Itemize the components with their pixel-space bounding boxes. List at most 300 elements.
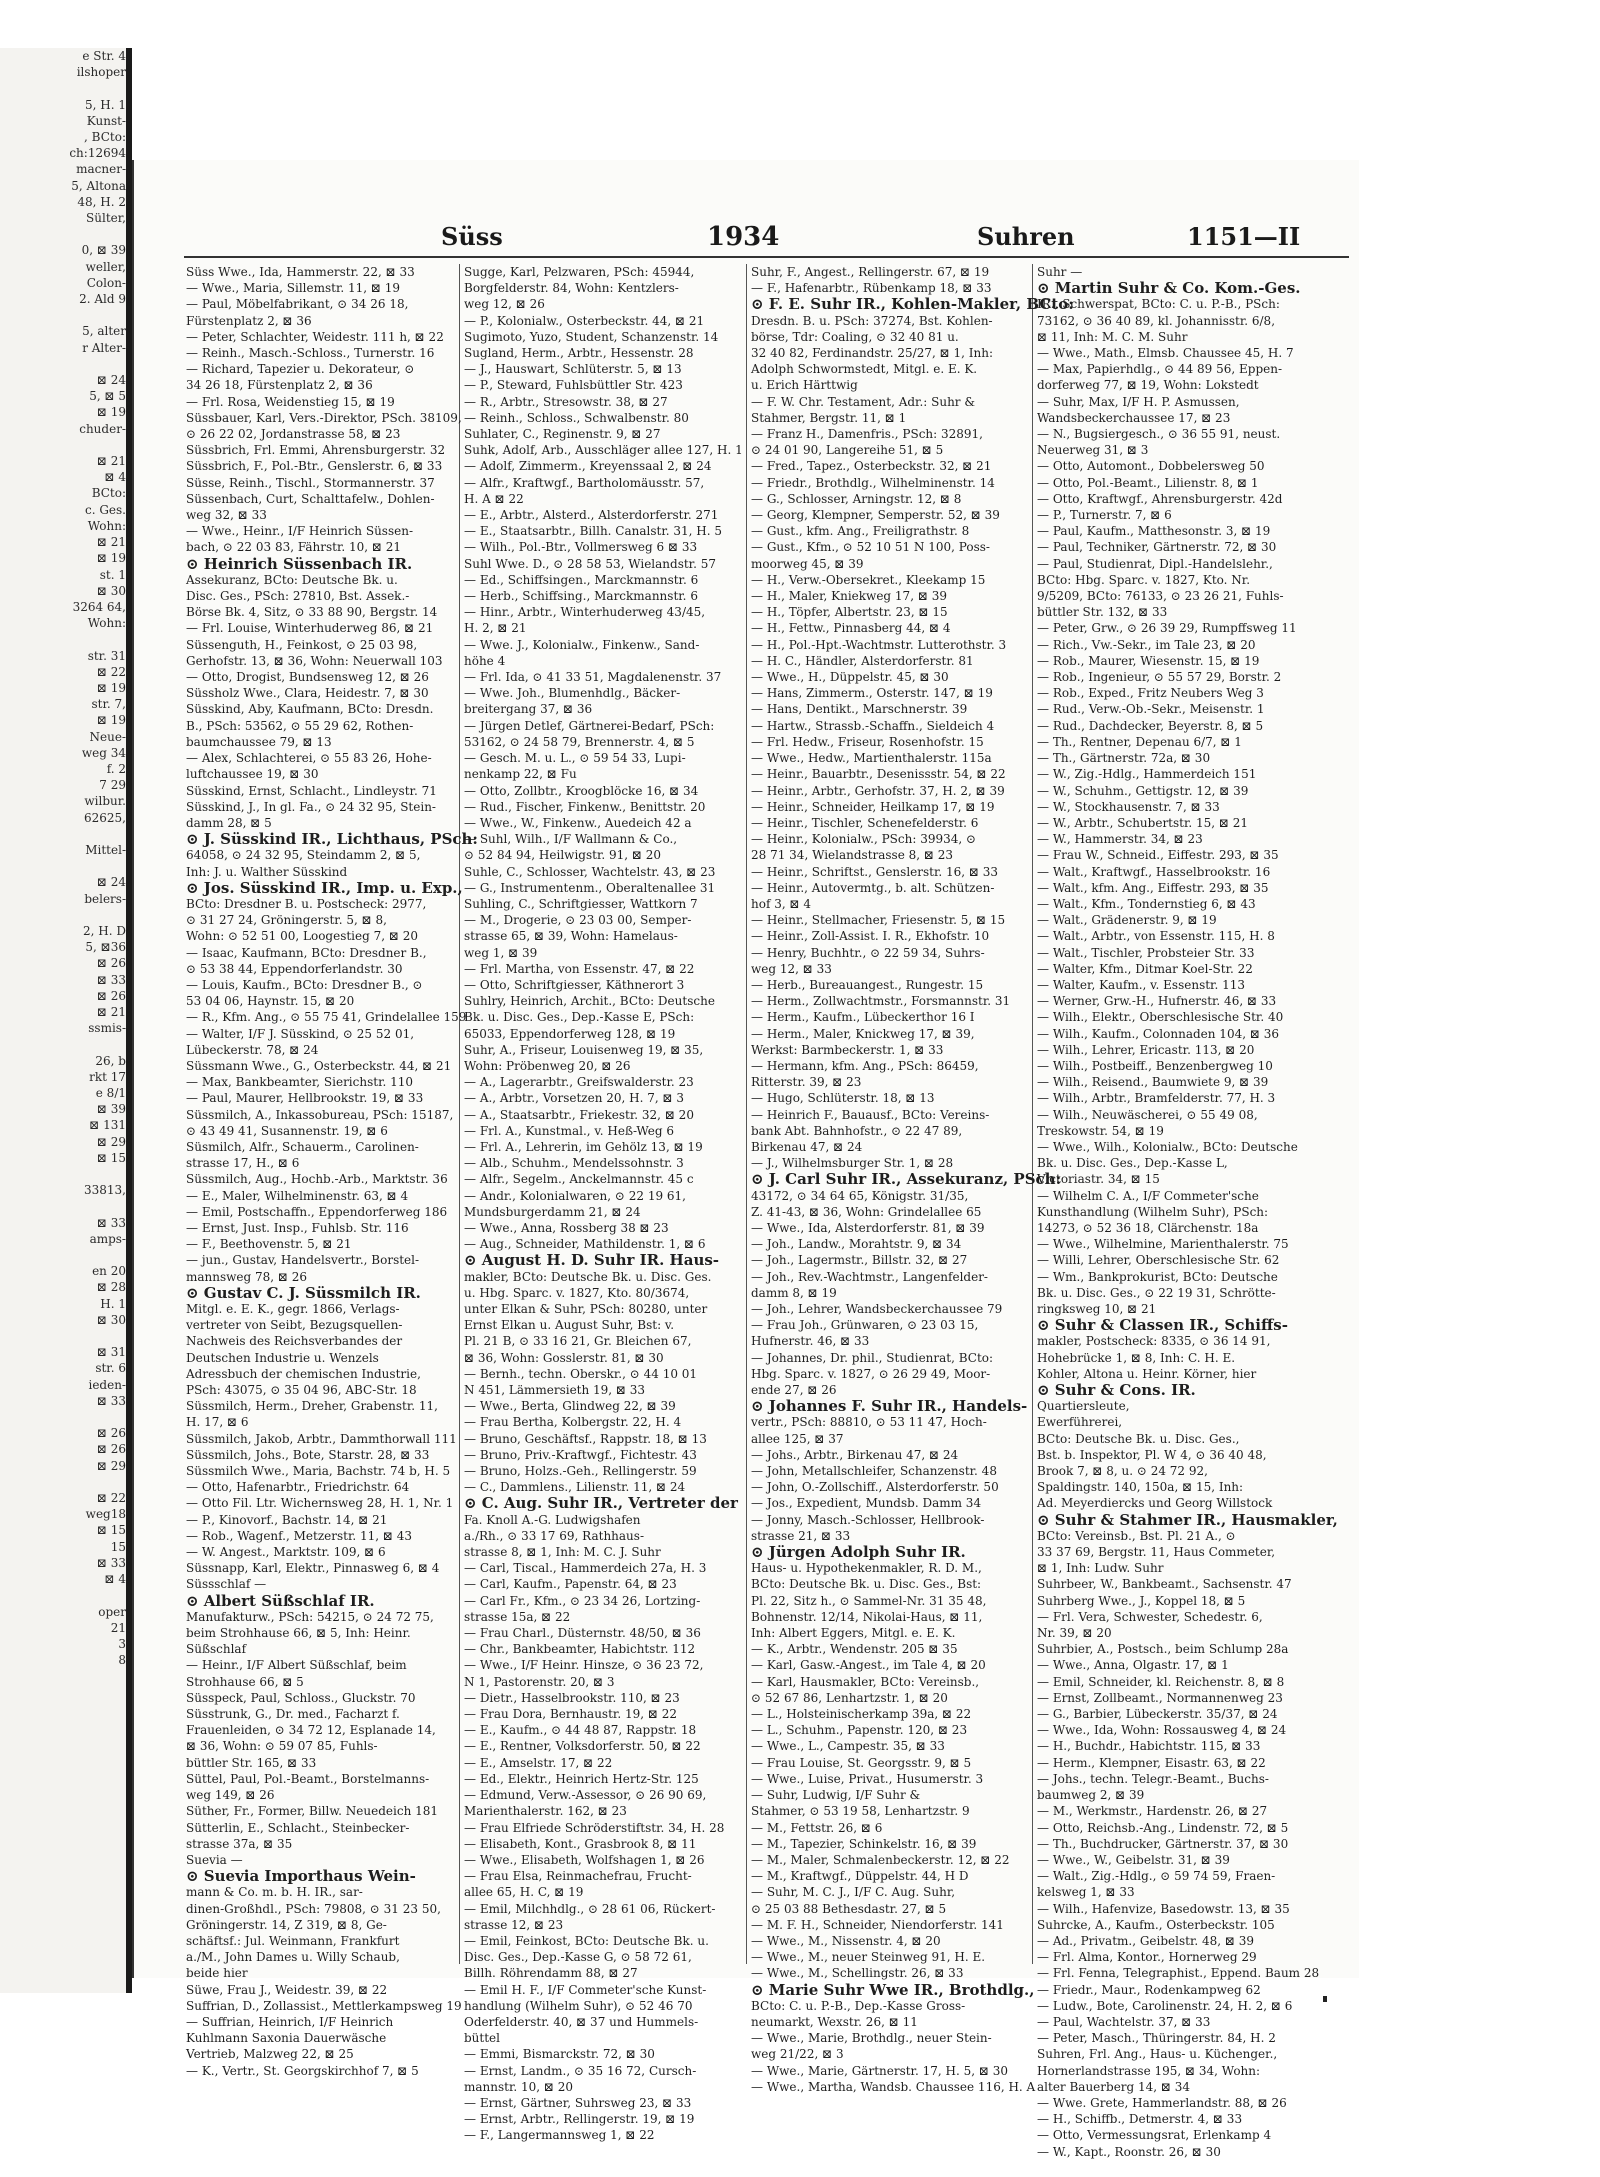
directory-entry: ⊙ C. Aug. Suhr IR., Vertreter der [464,1494,738,1513]
directory-entry: Süttel, Paul, Pol.-Beamt., Borstelmanns- [186,1771,430,1786]
previous-page-fragment: Colon- [86,275,126,290]
directory-entry: — Walt., Arbtr., von Essenstr. 115, H. 8 [1037,929,1275,944]
directory-entry: Süssbrich, F., Pol.-Btr., Genslerstr. 6, ⊠ 33 [186,459,443,474]
directory-entry: Sugimoto, Yuzo, Student, Schanzenstr. 14 [464,329,719,344]
directory-entry: — Heinrich F., Bauausf., BCto: Vereins- [751,1107,990,1122]
directory-entry: Börse Bk. 4, Sitz, ⊙ 33 88 90, Bergstr. 14 [186,605,438,620]
previous-page-fragment: H. 1 [100,1296,126,1311]
directory-entry: — M., Fettstr. 26, ⊠ 6 [751,1820,883,1835]
directory-entry: Süßschlaf [186,1642,247,1657]
directory-entry: — Paul, Kaufm., Matthesonstr. 3, ⊠ 19 [1037,524,1271,539]
directory-entry: beide hier [186,1966,248,1981]
previous-page-fragment [0,1166,128,1182]
directory-entry: BCto: Deutsche Bk. u. Disc. Ges., Bst: [751,1577,982,1592]
previous-page-fragment [0,80,128,96]
directory-entry: Frauenleiden, ⊙ 34 72 12, Esplanade 14, [186,1723,436,1738]
directory-entry: — H., Töpfer, Albertstr. 23, ⊠ 15 [751,605,948,620]
previous-page-fragment: ⊠ 26 [96,988,126,1003]
directory-entry: — H., Verw.-Obersekret., Kleekamp 15 [751,572,986,587]
directory-entry: — Walt., kfm. Ang., Eiffestr. 293, ⊠ 35 [1037,880,1269,895]
directory-entry: — Otto, Vermessungsrat, Erlenkamp 4 [1037,2128,1272,2143]
header-year: 1934 [707,222,780,252]
directory-entry: — Wwe., W., Geibelstr. 31, ⊠ 39 [1037,1852,1230,1867]
previous-page-fragment: weller, [85,259,126,274]
directory-entry: Süssenbach, Curt, Schalttafelw., Dohlen- [186,491,435,506]
directory-entry: Süssmilch, A., Inkassobureau, PSch: 15187, [186,1107,454,1122]
directory-entry: PSch: 43075, ⊙ 35 04 96, ABC-Str. 18 [186,1383,417,1398]
directory-entry: Birkenau 47, ⊠ 24 [751,1139,863,1154]
directory-entry: H. 17, ⊠ 6 [186,1415,249,1430]
directory-entry: Stahmer, ⊙ 53 19 58, Lenhartzstr. 9 [751,1804,970,1819]
directory-entry: Hornerlandstrasse 195, ⊠ 34, Wohn: [1037,2063,1261,2078]
directory-entry: — W., Zig.-Hdlg., Hammerdeich 151 [1037,767,1257,782]
directory-entry: — Walt., Kraftwgf., Hasselbrookstr. 16 [1037,864,1271,879]
directory-entry: baumweg 2, ⊠ 39 [1037,1788,1145,1803]
directory-entry: — Dietr., Hasselbrookstr. 110, ⊠ 23 [464,1690,680,1705]
previous-page-fragment: Sülter, [86,211,126,226]
previous-page-fragment: 3264 64, [72,599,126,614]
previous-page-fragment: ⊠ 31 [96,1345,126,1360]
directory-entry: Adressbuch der chemischen Industrie, [186,1366,421,1381]
directory-entry: höhe 4 [464,653,506,668]
directory-entry: — E., Arbtr., Alsterd., Alsterdorferstr. 271 [464,508,719,523]
directory-entry: — Jonny, Masch.-Schlosser, Hellbrook- [751,1512,985,1527]
directory-entry: Wandsbeckerchaussee 17, ⊠ 23 [1037,410,1231,425]
directory-entry: — L., Schuhm., Papenstr. 120, ⊠ 23 [751,1723,968,1738]
directory-entry: — Ludw., Bote, Carolinenstr. 24, H. 2, ⊠ 6 [1037,1998,1293,2013]
directory-entry: 53 04 06, Haynstr. 15, ⊠ 20 [186,994,355,1009]
directory-entry: ⊙ Marie Suhr Wwe IR., Brothdlg., [751,1980,1035,1999]
directory-entry: — K., Arbtr., Wendenstr. 205 ⊠ 35 [751,1642,958,1657]
directory-entry: Spaldingstr. 140, 150a, ⊠ 15, Inh: [1037,1480,1244,1495]
directory-entry: — H., Buchdr., Habichtstr. 115, ⊠ 33 [1037,1739,1261,1754]
directory-entry: — Max, Papierhdlg., ⊙ 44 89 56, Eppen- [1037,362,1283,377]
directory-entry: — Frl. Vera, Schwester, Schedestr. 6, [1037,1609,1263,1624]
directory-entry: Deutschen Industrie u. Wenzels [186,1350,379,1365]
previous-page-fragment [0,307,128,323]
directory-entry: — F. W. Chr. Testament, Adr.: Suhr & [751,394,976,409]
directory-entry: — Peter, Masch., Thüringerstr. 84, H. 2 [1037,2031,1276,2046]
directory-entry: Marienthalerstr. 162, ⊠ 23 [464,1804,627,1819]
directory-entry: — Frl. Martha, von Essenstr. 47, ⊠ 22 [464,961,695,976]
previous-page-fragment: ⊠ 30 [96,583,126,598]
directory-column-3 [751,264,1074,2094]
previous-page-fragment: belers- [84,891,126,906]
directory-entry: — G., Barbier, Lübeckerstr. 35/37, ⊠ 24 [1037,1707,1278,1722]
directory-entry: Süssbauer, Karl, Vers.-Direktor, PSch. 38109, [186,410,462,425]
directory-entry: — Wilh., Neuwäscherei, ⊙ 55 49 08, [1037,1107,1258,1122]
directory-entry: strasse 17, H., ⊠ 6 [186,1156,300,1171]
directory-entry: — Wwe., L., Campestr. 35, ⊠ 33 [751,1739,945,1754]
directory-entry: ⊙ Heinrich Süssenbach IR. [186,554,413,573]
directory-entry: — Gesch. M. u. L., ⊙ 59 54 33, Lupi- [464,751,686,766]
directory-entry: — Karl, Gasw.-Angest., im Tale 4, ⊠ 20 [751,1658,986,1673]
directory-entry: — Wilh., Arbtr., Bramfelderstr. 77, H. 3 [1037,1091,1276,1106]
previous-page-fragment [0,1198,128,1214]
previous-page-fragment: ⊠ 33 [96,1555,126,1570]
directory-entry: hof 3, ⊠ 4 [751,896,811,911]
directory-entry: ⊙ 31 27 24, Gröningerstr. 5, ⊠ 8, [186,913,387,928]
directory-entry: — W., Kapt., Roonstr. 26, ⊠ 30 [1037,2144,1221,2159]
directory-entry: — Max, Bankbeamter, Sierichstr. 110 [186,1075,414,1090]
directory-entry: Suhrbier, A., Postsch., beim Schlump 28a [1037,1642,1289,1657]
directory-entry: — H., Maler, Kniekweg 17, ⊠ 39 [751,589,947,604]
directory-entry: Gröningerstr. 14, Z 319, ⊠ 8, Ge- [186,1917,387,1932]
directory-entry: Suhlater, C., Reginenstr. 9, ⊠ 27 [464,427,661,442]
directory-entry: luftchaussee 19, ⊠ 30 [186,767,319,782]
previous-page-fragment: 48, H. 2 [77,194,126,209]
previous-page-fragment: ⊠ 24 [96,373,126,388]
directory-entry: — P., Kinovorf., Bachstr. 14, ⊠ 21 [186,1512,388,1527]
previous-page-fragment: st. 1 [99,567,126,582]
directory-entry: ende 27, ⊠ 26 [751,1383,837,1398]
previous-page-fragment [0,826,128,842]
directory-entry: — Joh., Lagermstr., Billstr. 32, ⊠ 27 [751,1253,968,1268]
directory-entry: — Johs., techn. Telegr.-Beamt., Buchs- [1037,1771,1269,1786]
directory-entry: — Wilh., Pol.-Btr., Vollmersweg 6 ⊠ 33 [464,540,698,555]
directory-entry: — Emmi, Bismarckstr. 72, ⊠ 30 [464,2047,655,2062]
directory-entry: — Wwe., Heinr., I/F Heinrich Süssen- [186,524,414,539]
directory-entry: — Suhr, Max, I/F H. P. Asmussen, [1037,394,1240,409]
directory-entry: ⊙ Johannes F. Suhr IR., Handels- [751,1397,1028,1416]
directory-entry: — Frl. Hedw., Friseur, Rosenhofstr. 15 [751,734,984,749]
directory-entry: baumchaussee 79, ⊠ 13 [186,734,332,749]
directory-entry: — Wilh., Kaufm., Colonnaden 104, ⊠ 36 [1037,1026,1279,1041]
directory-entry: Bst. b. Inspektor, Pl. W 4, ⊙ 36 40 48, [1037,1447,1267,1462]
directory-entry: 33 37 69, Bergstr. 11, Haus Commeter, [1037,1545,1276,1560]
directory-entry: — Frau Louise, St. Georgsstr. 9, ⊠ 5 [751,1755,972,1770]
directory-entry: — Wwe., Maria, Sillemstr. 11, ⊠ 19 [186,281,401,296]
directory-entry: — Herb., Bureauangest., Rungestr. 15 [751,977,984,992]
directory-entry: — Frau Bertha, Kolbergstr. 22, H. 4 [464,1415,682,1430]
previous-page-fragment [0,1247,128,1263]
directory-entry: Süsmilch, Alfr., Schauerm., Carolinen- [186,1139,419,1154]
previous-page-fragment: ⊠ 22 [96,664,126,679]
directory-entry: — L., Holsteinischerkamp 39a, ⊠ 22 [751,1707,972,1722]
directory-entry: — Wwe., Martha, Wandsb. Chaussee 116, H. A [751,2079,1036,2094]
directory-entry: — Frau Elfriede Schröderstiftstr. 34, H. 28 [464,1820,725,1835]
directory-entry: Assekuranz, BCto: Deutsche Bk. u. [186,572,398,587]
previous-page-fragment: ⊠ 33 [96,972,126,987]
directory-entry: büttel [464,2031,500,2046]
directory-entry: — W., Schuhm., Gettigstr. 12, ⊠ 39 [1037,783,1249,798]
directory-entry: alter Bauerberg 14, ⊠ 34 [1037,2079,1191,2094]
directory-entry: — P., Steward, Fuhlsbüttler Str. 423 [464,378,683,393]
directory-entry: Bk. u. Disc. Ges., Dep.-Kasse E, PSch: [464,1010,695,1025]
directory-entry: — Emil, Feinkost, BCto: Deutsche Bk. u. [464,1933,709,1948]
directory-entry: Ewerführerei, [1037,1415,1123,1430]
directory-entry: büttler Str. 165, ⊠ 33 [186,1755,317,1770]
directory-entry: Suhl Wwe. D., ⊙ 28 58 53, Wielandstr. 57 [464,556,716,571]
directory-entry: ⊙ 52 84 94, Heilwigstr. 91, ⊠ 20 [464,848,662,863]
directory-entry: — Heinr., Stellmacher, Friesenstr. 5, ⊠ 15 [751,913,1006,928]
directory-entry: — Wilhelm C. A., I/F Commeter'sche [1037,1188,1259,1203]
directory-entry: — Henry, Buchhtr., ⊙ 22 59 34, Suhrs- [751,945,985,960]
directory-entry: allee 125, ⊠ 37 [751,1431,844,1446]
previous-page-fragment: ⊠ 30 [96,1312,126,1327]
directory-entry: bank Abt. Bahnhofstr., ⊙ 22 47 89, [751,1123,963,1138]
directory-entry: weg 149, ⊠ 26 [186,1788,275,1803]
directory-entry: — Th., Buchdrucker, Gärtnerstr. 37, ⊠ 30 [1037,1836,1289,1851]
directory-entry: — Heinr., Zoll-Assist. I. R., Ekhofstr. 10 [751,929,990,944]
previous-page-fragment: 62625, [84,810,126,825]
previous-page-fragment [0,1587,128,1603]
previous-page-fragment: weg 34 [81,745,126,760]
directory-entry: — Johannes, Dr. phil., Studienrat, BCto: [751,1350,994,1365]
directory-entry: Nr. 39, ⊠ 20 [1037,1626,1112,1641]
directory-entry: — John, Metallschleifer, Schanzenstr. 48 [751,1464,997,1479]
directory-entry: Sugge, Karl, Pelzwaren, PSch: 45944, [464,265,695,279]
directory-entry: — M., Maler, Schmalenbeckerstr. 12, ⊠ 22 [751,1852,1010,1867]
previous-page-fragment: 5, alter [82,324,126,339]
previous-page-fragment [0,356,128,372]
directory-entry: — Wwe., Elisabeth, Wolfshagen 1, ⊠ 26 [464,1852,705,1867]
page-header [134,160,1359,252]
directory-entry: — jun., Gustav, Handelsvertr., Borstel- [186,1253,420,1268]
directory-entry: Süsskind, Ernst, Schlacht., Lindleystr. 71 [186,783,437,798]
directory-entry: — J., Hauswart, Schlüterstr. 5, ⊠ 13 [464,362,682,377]
directory-entry: — Rob., Maurer, Wiesenstr. 15, ⊠ 19 [1037,653,1260,668]
directory-entry: damm 8, ⊠ 19 [751,1285,837,1300]
directory-entry: Dresdn. B. u. PSch: 37274, Bst. Kohlen- [751,313,993,328]
directory-entry: — M., Drogerie, ⊙ 23 03 00, Semper- [464,913,692,928]
directory-entry: — Wwe., Wilh., Kolonialw., BCto: Deutsche [1037,1139,1298,1154]
directory-entry: Wohn: Pröbenweg 20, ⊠ 26 [464,1058,631,1073]
header-last-name: Suhren [977,222,1075,251]
directory-entry: — Ad., Privatm., Geibelstr. 48, ⊠ 39 [1037,1933,1255,1948]
previous-page-fragment: ⊠ 4 [104,470,126,485]
directory-entry: B., PSch: 53562, ⊙ 55 29 62, Rothen- [186,718,414,733]
directory-entry: unter Elkan & Suhr, PSch: 80280, unter [464,1302,708,1316]
directory-entry: — Rud., Verw.-Ob.-Sekr., Meisenstr. 1 [1037,702,1265,717]
directory-entry: — Herb., Schiffsing., Marckmannstr. 6 [464,589,698,604]
directory-entry: — Andr., Kolonialwaren, ⊙ 22 19 61, [464,1188,686,1203]
directory-entry: Pl. 22, Sitz h., ⊙ Sammel-Nr. 31 35 48, [751,1593,987,1608]
directory-entry: Z. 41-43, ⊠ 36, Wohn: Grindelallee 65 [751,1204,982,1219]
directory-entry: — Wwe., Anna, Rossberg 38 ⊠ 23 [464,1220,669,1235]
previous-page-fragment: Wohn: [87,518,126,533]
previous-page-fragment: 3 [118,1636,126,1651]
directory-entry: — Alb., Schuhm., Mendelssohnstr. 3 [464,1156,684,1171]
previous-page-fragment [0,858,128,874]
directory-entry: bach, ⊙ 22 03 83, Fährstr. 10, ⊠ 21 [186,540,402,555]
directory-entry: — Joh., Lehrer, Wandsbeckerchaussee 79 [751,1302,1003,1316]
previous-page-fragment: 5, Altona [71,178,126,193]
previous-page-fragment: ⊠ 15 [96,1523,126,1538]
previous-page-fragment: en 20 [92,1264,126,1279]
directory-entry: — F., Langermannsweg 1, ⊠ 22 [464,2128,655,2143]
directory-entry: Suhrberg Wwe., J., Koppel 18, ⊠ 5 [1037,1593,1246,1608]
previous-page-fragment: ⊠ 29 [96,1134,126,1149]
directory-entry: Suhr, A., Friseur, Louisenweg 19, ⊠ 35, [464,1042,704,1057]
previous-page-fragment: 7 29 [99,778,126,793]
directory-entry: breitergang 37, ⊠ 36 [464,702,593,717]
directory-entry: — Richard, Tapezier u. Dekorateur, ⊙ [186,362,415,377]
directory-entry: schäftsf.: Jul. Weinmann, Frankfurt [186,1933,400,1948]
previous-page-fragment: str. 31 [87,648,126,663]
directory-entry: — G., Instrumentenm., Oberaltenallee 31 [464,880,716,895]
directory-entry: Haus- u. Hypothekenmakler, R. D. M., [751,1561,982,1576]
directory-entry: — Wwe., H., Düppelstr. 45, ⊠ 30 [751,670,949,685]
directory-entry: N 1, Pastorenstr. 20, ⊠ 3 [464,1674,615,1689]
directory-entry: — Alfr., Segelm., Anckelmannstr. 45 c [464,1172,694,1187]
directory-entry: — E., Kaufm., ⊙ 44 48 87, Rappstr. 18 [464,1723,697,1738]
previous-page-fragment [0,437,128,453]
directory-entry: — Wilh., Hafenvize, Basedowstr. 13, ⊠ 35 [1037,1901,1290,1916]
directory-entry: — G., Schlosser, Arningstr. 12, ⊠ 8 [751,491,962,506]
directory-entry: u. Erich Härttwig [751,378,858,393]
directory-entry: ⊙ 53 38 44, Eppendorferlandstr. 30 [186,961,403,976]
directory-entry: — Paul, Möbelfabrikant, ⊙ 34 26 18, [186,297,409,312]
directory-entry: a./Rh., ⊙ 33 17 69, Rathhaus- [464,1528,644,1543]
directory-entry: — Wwe., M., Nissenstr. 4, ⊠ 20 [751,1933,941,1948]
directory-entry: — Hugo, Schlüterstr. 18, ⊠ 13 [751,1091,935,1106]
directory-entry: nenkamp 22, ⊠ Fu [464,767,577,782]
directory-entry: — Wilh., Elektr., Oberschlesische Str. 40 [1037,1010,1284,1025]
directory-entry: Mitgl. e. E. K., gegr. 1866, Verlags- [186,1302,400,1316]
directory-entry: Ernst Elkan u. August Suhr, Bst: v. [464,1318,675,1333]
directory-entry: büttler Str. 132, ⊠ 33 [1037,605,1168,620]
previous-page-fragment: ⊠ 19 [96,680,126,695]
directory-entry: ⊙ 24 01 90, Langereihe 51, ⊠ 5 [751,443,944,458]
directory-entry: Suhr, F., Angest., Rellingerstr. 67, ⊠ 19 [751,265,990,279]
directory-entry: Inh: J. u. Walther Süsskind [186,864,348,879]
directory-entry: — Rud., Fischer, Finkenw., Benittstr. 20 [464,799,706,814]
directory-entry: dorferweg 77, ⊠ 19, Wohn: Lokstedt [1037,378,1259,393]
directory-column-4 [1037,264,1338,2159]
directory-entry: Kuhlmann Saxonia Dauerwäsche [186,2031,387,2046]
directory-entry: 32 40 82, Ferdinandstr. 25/27, ⊠ 1, Inh: [751,346,993,361]
directory-entry: — Paul, Techniker, Gärtnerstr. 72, ⊠ 30 [1037,540,1277,555]
directory-entry: mannsweg 78, ⊠ 26 [186,1269,308,1284]
previous-page-fragment: ⊠ 26 [96,1442,126,1457]
directory-entry: Süsse, Reinh., Tischl., Stormannerstr. 37 [186,475,435,490]
previous-page-fragment: , BCto: [84,130,126,145]
directory-entry: — C., Dammlens., Lilienstr. 11, ⊠ 24 [464,1480,686,1495]
directory-entry: Borgfelderstr. 84, Wohn: Kentzlers- [464,281,679,296]
directory-entry: — Otto, Pol.-Beamt., Lilienstr. 8, ⊠ 1 [1037,475,1259,490]
directory-entry: Hufnerstr. 46, ⊠ 33 [751,1334,870,1349]
directory-entry: — Walter, I/F J. Süsskind, ⊙ 25 52 01, [186,1026,415,1041]
directory-entry: weg 32, ⊠ 33 [186,508,267,523]
directory-entry: Hbg. Sparc. v. 1827, ⊙ 26 29 49, Moor- [751,1366,991,1381]
directory-entry: Süssmilch, Aug., Hochb.-Arb., Marktstr. 36 [186,1172,448,1187]
previous-page-fragment: str. 7, [91,697,126,712]
directory-entry: IR., Schwerspat, BCto: C. u. P.-B., PSch: [1037,297,1280,312]
previous-page-fragment: ieden- [88,1377,126,1392]
directory-entry: — A., Arbtr., Vorsetzen 20, H. 7, ⊠ 3 [464,1091,685,1106]
directory-entry: — R., Arbtr., Stresowstr. 38, ⊠ 27 [464,394,668,409]
directory-entry: — Wwe., Wilhelmine, Marienthalerstr. 75 [1037,1237,1289,1252]
directory-entry: — Ernst, Landm., ⊙ 35 16 72, Cursch- [464,2063,697,2078]
directory-entry: — Herm., Maler, Knickweg 17, ⊠ 39, [751,1026,975,1041]
directory-entry: — Otto Fil. Ltr. Wichernsweg 28, H. 1, Nr. 1 [186,1496,454,1511]
directory-entry: — H., Schiffb., Detmerstr. 4, ⊠ 33 [1037,2112,1243,2127]
directory-entry: Süsskind, Aby, Kaufmann, BCto: Dresdn. [186,702,434,717]
previous-page-fragment: 5, ⊠36 [85,940,126,955]
directory-entry: — Frau Joh., Grünwaren, ⊙ 23 03 15, [751,1318,979,1333]
directory-entry: — Paul, Maurer, Hellbrookstr. 19, ⊠ 33 [186,1091,424,1106]
directory-entry: Süssmilch, Johs., Bote, Starstr. 28, ⊠ 33 [186,1447,430,1462]
directory-entry: 65033, Eppendorferweg 128, ⊠ 19 [464,1026,676,1041]
directory-entry: Suhren, Frl. Ang., Haus- u. Küchenger., [1037,2047,1278,2062]
directory-entry: — Walt., Zig.-Hdlg., ⊙ 59 74 59, Fraen- [1037,1869,1276,1884]
directory-entry: — Rud., Dachdecker, Beyerstr. 8, ⊠ 5 [1037,718,1264,733]
previous-page-fragment: ⊠ 22 [96,1491,126,1506]
directory-entry: — Bernh., techn. Oberskr., ⊙ 44 10 01 [464,1366,698,1381]
directory-entry: — Suhr, M. C. J., I/F C. Aug. Suhr, [751,1885,956,1900]
directory-entry: — H., Pol.-Hpt.-Wachtmstr. Lutterothstr. 3 [751,637,1007,652]
directory-entry: mannstr. 10, ⊠ 20 [464,2079,574,2094]
directory-entry: — Frau Charl., Düsternstr. 48/50, ⊠ 36 [464,1626,701,1641]
directory-entry: — N., Bugsiergesch., ⊙ 36 55 91, neust. [1037,427,1281,442]
directory-entry: N 451, Lämmersieth 19, ⊠ 33 [464,1383,646,1398]
previous-page-fragment: ⊠ 21 [96,535,126,550]
directory-entry: — Werner, Grw.-H., Hufnerstr. 46, ⊠ 33 [1037,994,1277,1009]
directory-entry: — J., Wilhelmsburger Str. 1, ⊠ 28 [751,1156,954,1171]
directory-entry: Stahmer, Bergstr. 11, ⊠ 1 [751,410,907,425]
directory-entry: — Frl. Louise, Winterhuderweg 86, ⊠ 21 [186,621,434,636]
directory-entry: ⊙ Suhr & Classen IR., Schiffs- [1037,1316,1288,1335]
directory-entry: mann & Co. m. b. H. IR., sar- [186,1885,363,1900]
previous-page-fragment: chuder- [79,421,126,436]
previous-page-fragment: 5, H. 1 [85,97,126,112]
directory-entry: Oderfelderstr. 40, ⊠ 37 und Hummels- [464,2014,699,2029]
directory-entry: ⊙ August H. D. Suhr IR. Haus- [464,1251,720,1270]
directory-entry: — Ed., Schiffsingen., Marckmannstr. 6 [464,572,699,587]
directory-entry: Suffrian, D., Zollassist., Mettlerkampsweg 19 [186,1998,462,2013]
directory-entry: Süsskind, J., In gl. Fa., ⊙ 24 32 95, Stein- [186,799,436,814]
previous-page-fragment: ⊠ 26 [96,956,126,971]
directory-entry: — Wwe., Berta, Glindweg 22, ⊠ 39 [464,1399,676,1414]
previous-page-fragment: 0, ⊠ 39 [81,243,126,258]
directory-entry: BCto: Deutsche Bk. u. Disc. Ges., [1037,1431,1240,1446]
directory-entry: — P., Kolonialw., Osterbeckstr. 44, ⊠ 21 [464,313,705,328]
previous-page-fragment: str. 6 [95,1361,126,1376]
directory-entry: — Emil H. F., I/F Commeter'sche Kunst- [464,1982,707,1997]
directory-entry: — R., Kfm. Ang., ⊙ 55 75 41, Grindelallee 159 [186,1010,467,1025]
directory-entry: Mundsburgerdamm 21, ⊠ 24 [464,1204,641,1219]
directory-entry: 9/5209, BCto: 76133, ⊙ 23 26 21, Fuhls- [1037,589,1284,604]
directory-entry: ⊙ J. Süsskind IR., Lichthaus, PSch: [186,830,478,849]
directory-entry: Süssnapp, Karl, Elektr., Pinnasweg 6, ⊠ 4 [186,1561,440,1576]
directory-entry: Süssmann Wwe., G., Osterbeckstr. 44, ⊠ 21 [186,1058,452,1073]
directory-entry: moorweg 45, ⊠ 39 [751,556,864,571]
directory-entry: Suhle, C., Schlosser, Wachtelstr. 43, ⊠ 23 [464,864,716,879]
directory-entry: weg 12, ⊠ 26 [464,297,545,312]
previous-page-fragment: ilshoper [76,65,126,80]
directory-entry: strasse 37a, ⊠ 35 [186,1836,293,1851]
directory-entry: — Wwe., Luise, Privat., Husumerstr. 3 [751,1771,984,1786]
directory-entry: — Bruno, Priv.-Kraftwgf., Fichtestr. 43 [464,1447,697,1462]
directory-entry: Bk. u. Disc. Ges., Dep.-Kasse L, [1037,1156,1228,1171]
directory-entry: kelsweg 1, ⊠ 33 [1037,1885,1135,1900]
directory-entry: — Wwe. Joh., Blumenhdlg., Bäcker- [464,686,681,701]
directory-entry: — Otto, Zollbtr., Kroogblöcke 16, ⊠ 34 [464,783,699,798]
directory-entry: — W., Stockhausenstr. 7, ⊠ 33 [1037,799,1220,814]
directory-entry: Nachweis des Reichsverbandes der [186,1334,403,1349]
directory-entry: — Carl, Tiscal., Hammerdeich 27a, H. 3 [464,1561,707,1576]
directory-entry: allee 65, H. C, ⊠ 19 [464,1885,584,1900]
directory-entry: — Gust., kfm. Ang., Freiligrathstr. 8 [751,524,970,539]
page-mark [1323,1996,1327,2002]
previous-page-fragment: ⊠ 21 [96,1004,126,1019]
directory-entry: Manufakturw., PSch: 54215, ⊙ 24 72 75, [186,1609,434,1624]
directory-entry: Suhling, C., Schriftgiesser, Wattkorn 7 [464,896,698,911]
previous-page-fragment [0,1409,128,1425]
directory-entry: Werkst: Barmbeckerstr. 1, ⊠ 33 [751,1042,944,1057]
directory-column-1 [186,264,478,2078]
